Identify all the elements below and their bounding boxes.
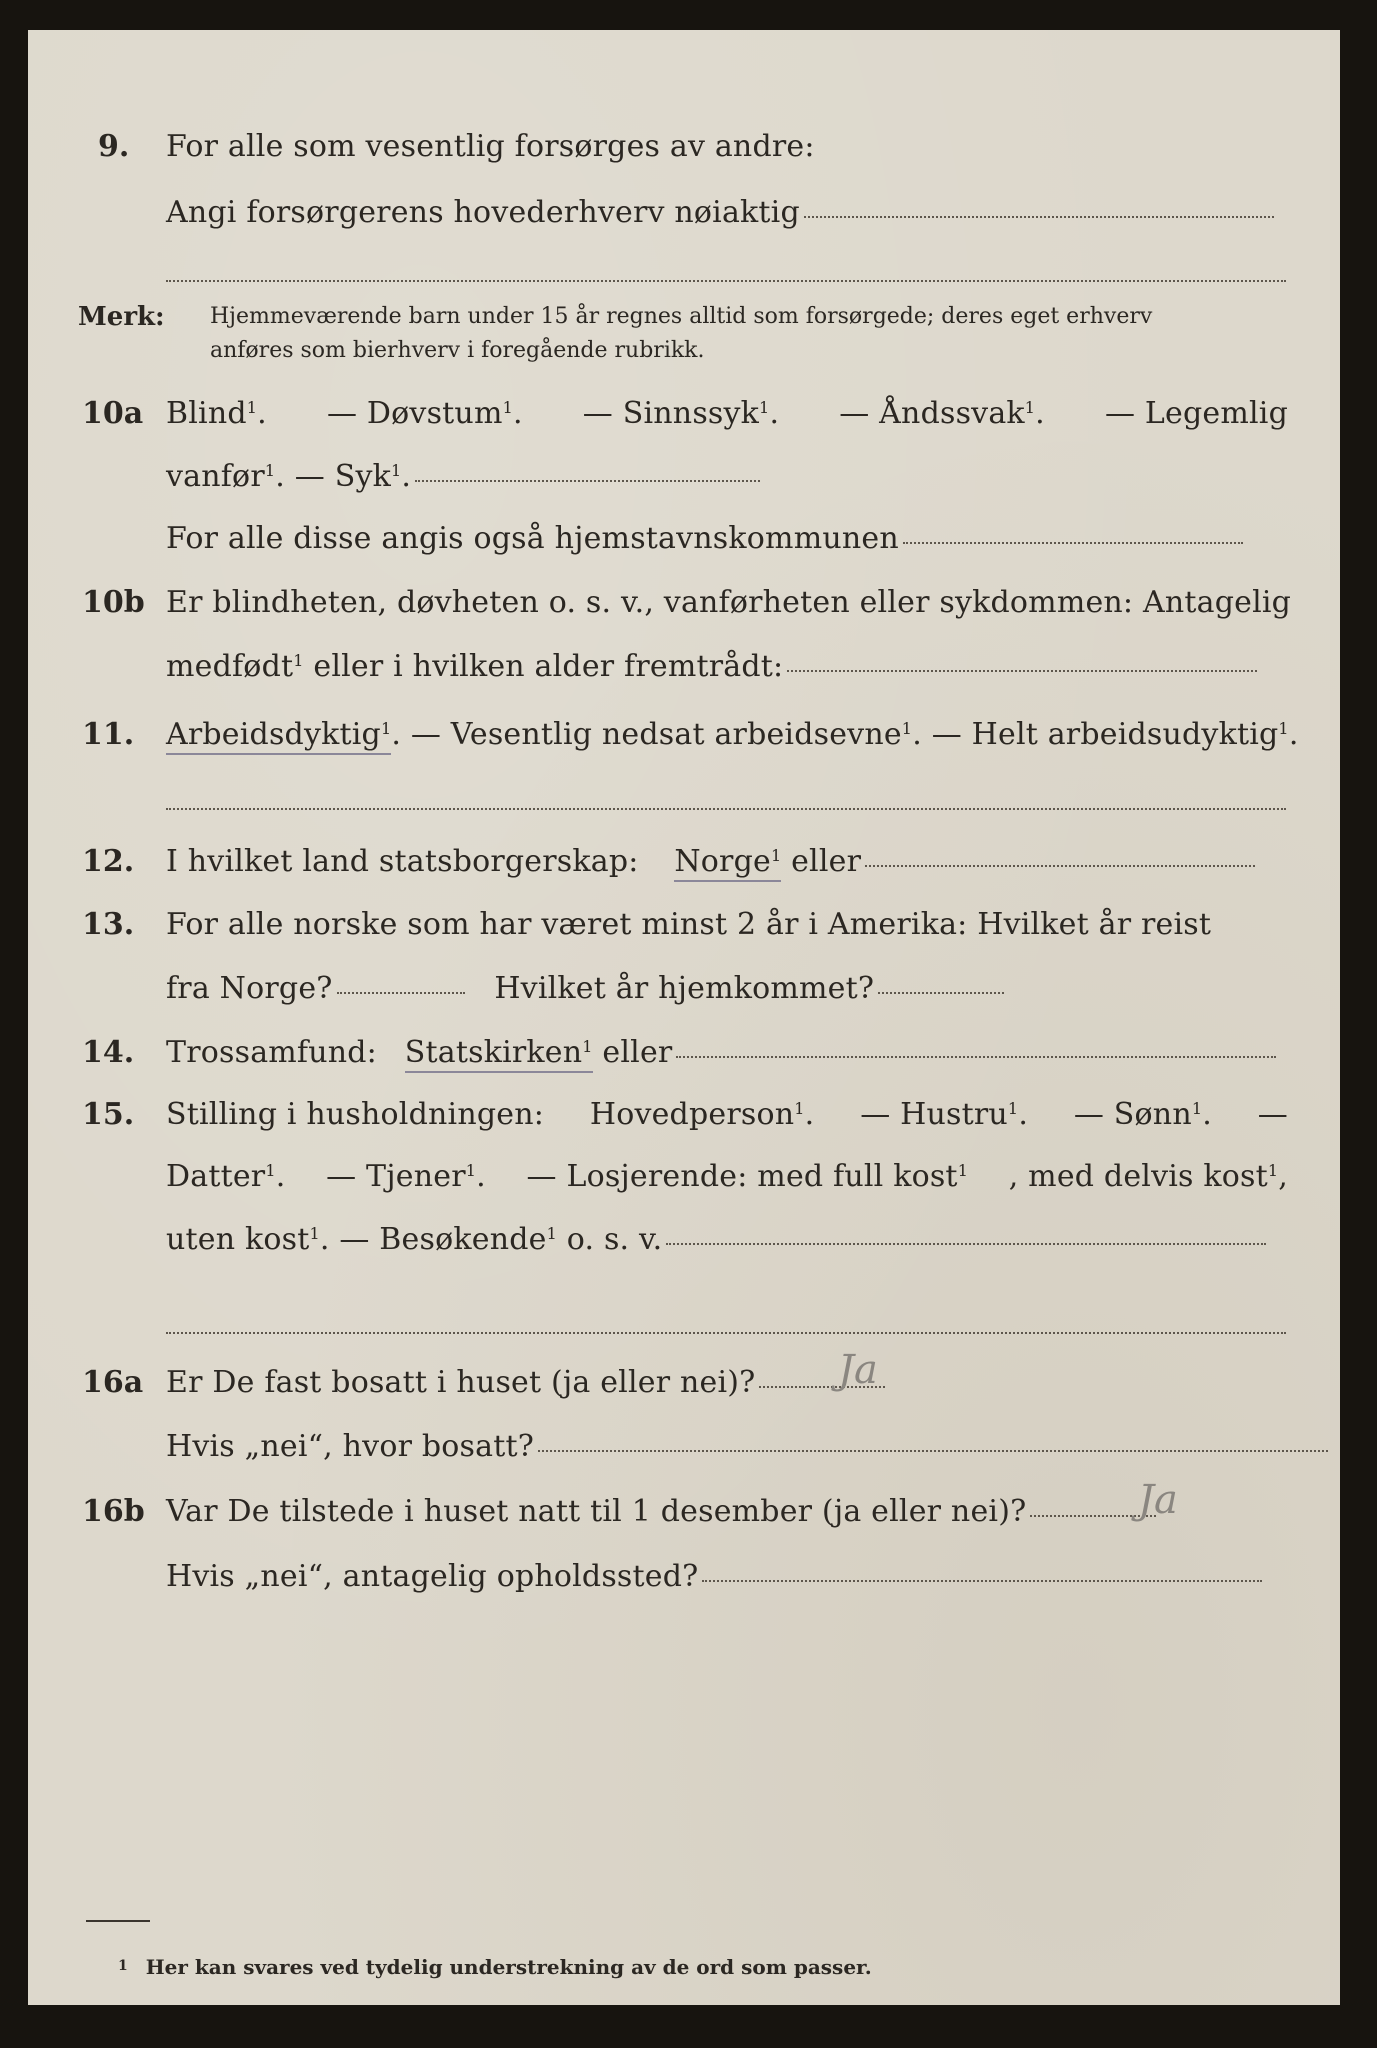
question-12-text: I hvilket land statsborgerskap: <box>166 844 639 879</box>
question-11-line: Arbeidsdyktig$^1$. — Vesentlig nedsat arbeidsevne$^1$. — Helt arbeidsudyktig$^1$. <box>166 718 1299 752</box>
question-10b-line1: Er blindheten, døvheten o. s. v., vanførheten eller sykdommen: Antagelig <box>166 585 1292 620</box>
option-besokende[interactable]: — Besøkende$^1$ <box>339 1222 557 1257</box>
handwritten-answer-16a: Ja <box>838 1347 878 1393</box>
question-15-dash: — <box>1257 1097 1288 1132</box>
option-full-kost[interactable]: — Losjerende: med full kost$^1$ <box>526 1159 969 1194</box>
answer-line-9a[interactable] <box>804 216 1274 218</box>
option-hovedperson[interactable]: Hovedperson$^1$. <box>589 1097 815 1132</box>
question-16b-line2-text: Hvis „nei“, antagelig opholdssted? <box>166 1559 699 1594</box>
option-medfodt[interactable]: medfødt$^1$ <box>166 649 304 684</box>
option-statskirken[interactable]: Statskirken$^1$ <box>405 1035 593 1073</box>
note-line2: anføres som bierhverv i foregående rubrikk. <box>210 338 705 363</box>
option-sinnssyk[interactable]: — Sinnssyk$^1$. <box>582 396 780 431</box>
question-14-line <box>166 1036 1276 1070</box>
question-12-eller: eller <box>791 844 862 879</box>
census-form-page <box>28 30 1340 2005</box>
option-norge[interactable]: Norge$^1$ <box>674 844 781 882</box>
question-10a-number: 10a <box>82 396 144 431</box>
note-label: Merk: <box>78 302 165 332</box>
question-9-line1: For alle som vesentlig forsørges av andre: <box>166 129 815 164</box>
question-16a-text: Er De fast bosatt i huset (ja eller nei)? <box>166 1365 756 1400</box>
question-14-text: Trossamfund: <box>166 1035 377 1070</box>
question-13-line1: For alle norske som har været minst 2 år i Amerika: Hvilket år reist <box>166 907 1212 942</box>
question-15-text: Stilling i husholdningen: <box>166 1097 545 1132</box>
option-delvis-kost[interactable]: , med delvis kost$^1$, <box>1008 1159 1288 1194</box>
answer-line-13-hjemkommet[interactable] <box>878 992 1004 994</box>
question-15-osv: o. s. v. <box>566 1222 663 1257</box>
question-13-hjemkommet-text: Hvilket år hjemkommet? <box>494 971 875 1006</box>
option-blind[interactable]: Blind$^1$. <box>166 396 267 431</box>
question-10b-line2-text: eller i hvilken alder fremtrådt: <box>313 649 784 684</box>
question-9-number: 9. <box>98 129 130 164</box>
question-16a-line1 <box>166 1366 885 1400</box>
option-uten-kost[interactable]: uten kost$^1$. <box>166 1222 330 1257</box>
question-14-eller: eller <box>602 1035 673 1070</box>
question-14-number: 14. <box>82 1035 135 1070</box>
question-9-line2 <box>166 196 1274 230</box>
option-andssvak[interactable]: — Åndssvak$^1$. <box>839 396 1045 431</box>
question-10a-line1 <box>166 397 1288 431</box>
question-13-number: 13. <box>82 907 135 942</box>
option-hustru[interactable]: — Hustru$^1$. <box>860 1097 1029 1132</box>
question-10a-line2 <box>166 460 760 494</box>
question-12-line <box>166 845 1255 879</box>
question-15-line1 <box>166 1098 1288 1132</box>
question-13-line2 <box>166 972 1004 1006</box>
question-16b-number: 16b <box>82 1494 145 1529</box>
option-sonn[interactable]: — Sønn$^1$. <box>1073 1097 1212 1132</box>
option-syk[interactable]: — Syk$^1$. <box>294 459 412 494</box>
option-dovstum[interactable]: — Døvstum$^1$. <box>326 396 523 431</box>
question-9-line2-text: Angi forsørgerens hovederhverv nøiaktig <box>166 195 800 230</box>
question-11-number: 11. <box>82 717 135 752</box>
answer-line-12[interactable] <box>865 865 1255 867</box>
question-10a-line3-text: For alle disse angis også hjemstavnskommunen <box>166 521 899 556</box>
question-16b-text: Var De tilstede i huset natt til 1 desember (ja eller nei)? <box>166 1494 1027 1529</box>
question-10b-line2 <box>166 650 1257 684</box>
option-tjener[interactable]: — Tjener$^1$. <box>326 1159 486 1194</box>
question-15-line2 <box>166 1160 1288 1194</box>
question-16b-line2 <box>166 1560 1262 1594</box>
answer-line-9b[interactable] <box>166 280 1286 282</box>
question-15-number: 15. <box>82 1097 135 1132</box>
question-16a-line2-text: Hvis „nei“, hvor bosatt? <box>166 1429 535 1464</box>
handwritten-answer-16b: Ja <box>1138 1477 1178 1523</box>
note-line1: Hjemmeværende barn under 15 år regnes alltid som forsørgede; deres eget erhverv <box>210 304 1153 329</box>
footnote <box>118 1954 872 1979</box>
question-10b-number: 10b <box>82 585 145 620</box>
option-legemlig[interactable]: — Legemlig <box>1104 396 1288 431</box>
question-16a-line2 <box>166 1430 1328 1464</box>
answer-line-15b[interactable] <box>166 1332 1286 1334</box>
option-arbeidsdyktig[interactable]: Arbeidsdyktig$^1$ <box>166 717 391 755</box>
option-vanfor[interactable]: vanfør$^1$. <box>166 459 286 494</box>
option-nedsat-arbeidsevne[interactable]: — Vesentlig nedsat arbeidsevne$^1$. <box>410 717 922 752</box>
answer-line-14[interactable] <box>676 1056 1276 1058</box>
answer-line-15a[interactable] <box>666 1243 1266 1245</box>
question-13-reist-text: fra Norge? <box>166 971 333 1006</box>
footnote-separator <box>86 1920 150 1922</box>
footnote-text: Her kan svares ved tydelig understrekning av de ord som passer. <box>145 1955 872 1979</box>
answer-line-10a-kommune[interactable] <box>903 542 1243 544</box>
question-12-number: 12. <box>82 844 135 879</box>
answer-line-16b-opholdssted[interactable] <box>702 1580 1262 1582</box>
question-10a-line3 <box>166 522 1243 556</box>
option-datter[interactable]: Datter$^1$. <box>166 1159 286 1194</box>
question-16b-line1 <box>166 1495 1156 1529</box>
answer-line-10a-syk[interactable] <box>415 480 760 482</box>
answer-line-10b[interactable] <box>787 670 1257 672</box>
question-16a-number: 16a <box>82 1365 144 1400</box>
option-arbeidsudyktig[interactable]: — Helt arbeidsudyktig$^1$. <box>931 717 1299 752</box>
answer-line-13-reist[interactable] <box>337 992 465 994</box>
answer-line-11[interactable] <box>166 808 1286 810</box>
question-15-line3 <box>166 1223 1266 1257</box>
answer-line-16a-bosatt[interactable] <box>538 1450 1328 1452</box>
footnote-mark: 1 <box>118 1958 128 1974</box>
